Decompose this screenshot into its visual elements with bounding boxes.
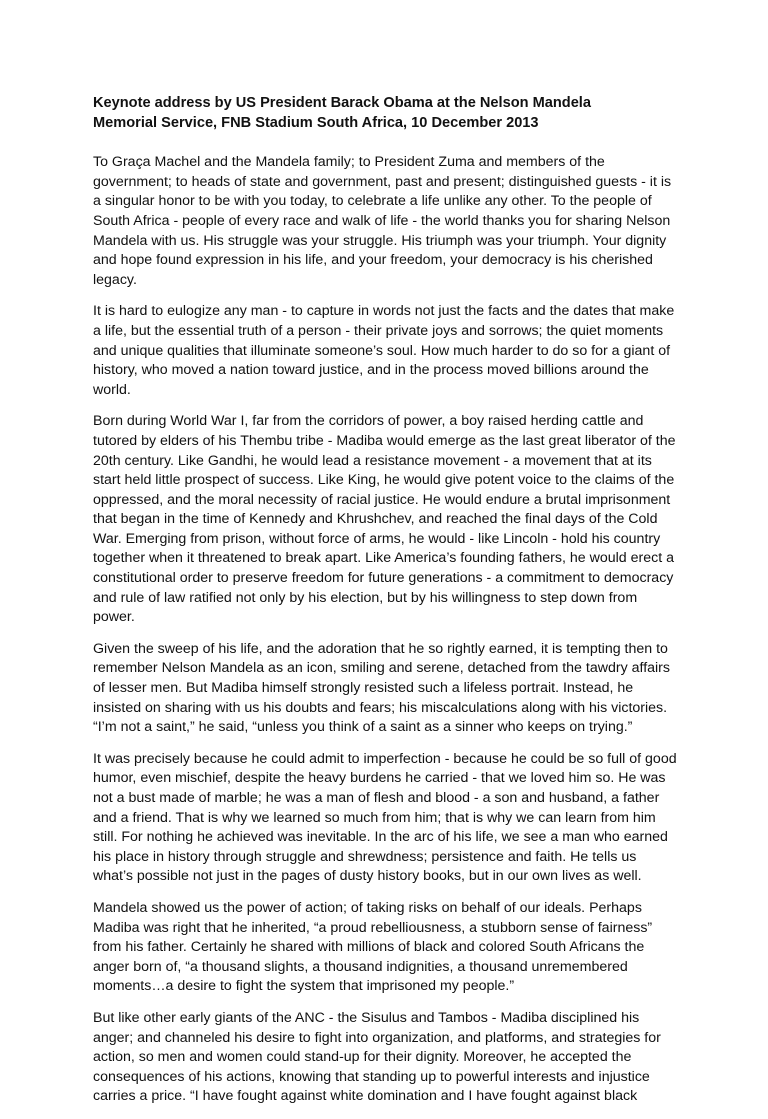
- document-body: [93, 94, 677, 1119]
- paragraph: Given the sweep of his life, and the adoration that he so rightly earned, it is tempting then to remember Nelson Mandela as an icon, smiling and serene, detached from the tawdry affairs of lesser men. But Madiba himself strongly resisted such a lifeless portrait. Instead, he insisted on sharing with us his doubts and fears; his miscalculations along with his victories. “I’m not a saint,” he said, “unless you think of a saint as a sinner who keeps on trying.”: [93, 640, 670, 736]
- paragraph: It is hard to eulogize any man - to capture in words not just the facts and the dates that make a life, but the essential truth of a person - their private joys and sorrows; the quiet moments and unique qualities that illuminate someone’s soul. How much harder to do so for a giant of history, who moved a nation toward justice, and in the process moved billions around the world.: [93, 303, 675, 398]
- paragraph: Born during World War I, far from the corridors of power, a boy raised herding cattle and tutored by elders of his Thembu tribe - Madiba would emerge as the last great liberator of the 20th century. Like Gandhi, he would lead a resistance movement - a movement that at its start held little prospect of success. Like King, he would give potent voice to the claims of the oppressed, and the moral necessity of racial justice. He would endure a brutal imprisonment that began in the time of Kennedy and Khrushchev, and reached the final days of the Cold War. Emerging from prison, without force of arms, he would - like Lincoln - hold his country together when it threatened to break apart. Like America’s founding fathers, he would erect a constitutional order to preserve freedom for future generations - a commitment to democracy and rule of law ratified not only by his election, but by his willingness to step down from power.: [93, 413, 676, 626]
- paragraph: Mandela showed us the power of action; of taking risks on behalf of our ideals. Perhaps Madiba was right that he inherited, “a proud rebelliousness, a stubborn sense of fairness” from his father. Certainly he shared with millions of black and colored South Africans the anger born of, “a thousand slights, a thousand indignities, a thousand unremembered moments…a desire to fight the system that imprisoned my people.”: [93, 899, 653, 995]
- paragraph: But like other early giants of the ANC - the Sisulus and Tambos - Madiba disciplined his anger; and channeled his desire to fight into organization, and platforms, and strategies for action, so men and women could stand-up for their dignity. Moreover, he accepted the consequences of his actions, knowing that standing up to powerful interests and injustice carries a price. “I have fought against white domination and I have fought against black: [93, 1009, 661, 1105]
- paragraph: It was precisely because he could admit to imperfection - because he could be so full of good humor, even mischief, despite the heavy burdens he carried - that we loved him so. He was not a bust made of marble; he was a man of flesh and blood - a son and husband, a father and a friend. That is why we learned so much from him; that is why we can learn from him still. For nothing he achieved was inevitable. In the arc of his life, we see a man who earned his place in history through struggle and shrewdness; persistence and faith. He tells us what’s possible not just in the pages of dusty history books, but in our own lives as well.: [93, 750, 677, 885]
- paragraph: To Graça Machel and the Mandela family; to President Zuma and members of the government; to heads of state and government, past and present; distinguished guests - it is a singular honor to be with you today, to celebrate a life unlike any other. To the people of South Africa - people of every race and walk of life - the world thanks you for sharing Nelson Mandela with us. His struggle was your struggle. His triumph was your triumph. Your dignity and hope found expression in his life, and your freedom, your democracy is his cherished legacy.: [93, 154, 672, 288]
- title-line-2: Memorial Service, FNB Stadium South Africa, 10 December 2013: [93, 114, 539, 131]
- document-title: [93, 94, 677, 133]
- title-line-1: Keynote address by US President Barack Obama at the Nelson Mandela: [93, 95, 591, 111]
